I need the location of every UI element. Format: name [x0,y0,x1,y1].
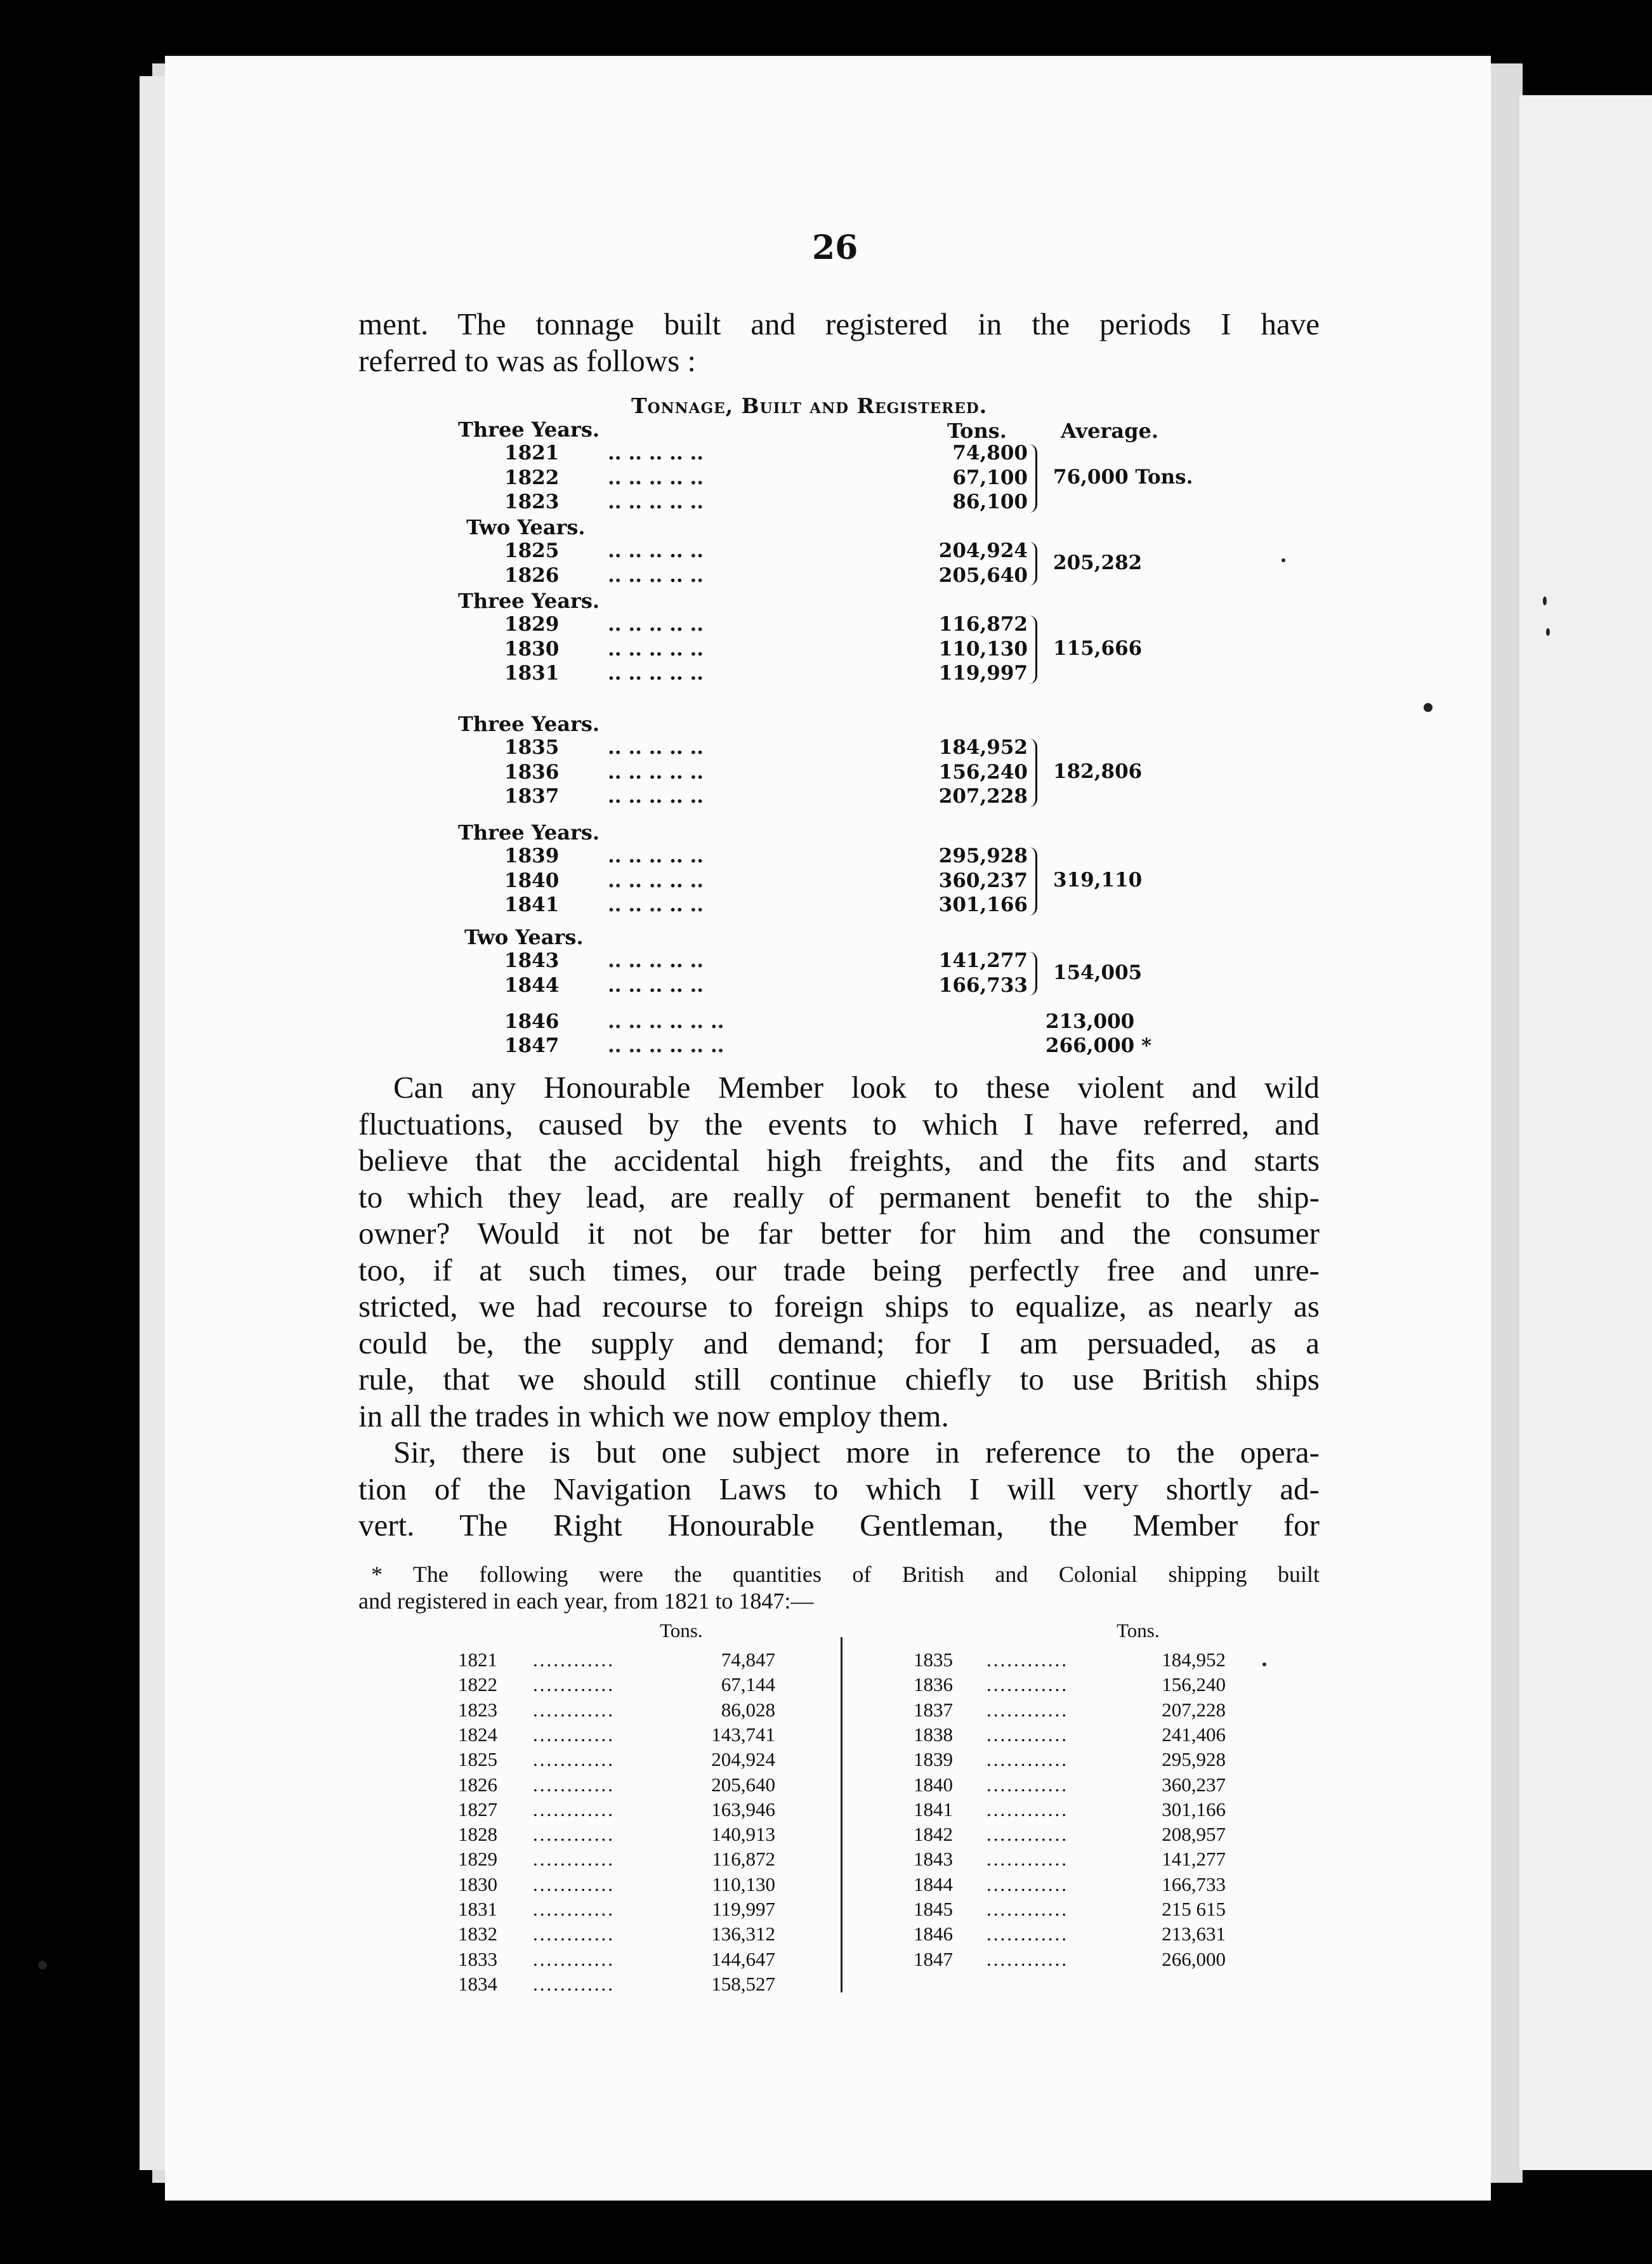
footnote-tons: 143,741 [711,1723,775,1746]
leader-dots: ............ [533,1923,615,1945]
leader-dots: .. .. .. .. .. [608,563,704,587]
tons-column-header: Tons. [947,419,1007,443]
row-year: 1835 [504,736,560,759]
scan-speck [1546,628,1550,636]
footnote-tons: 295,928 [1162,1748,1226,1771]
page-number: 26 [812,228,858,267]
leader-dots: .. .. .. .. .. [608,442,704,464]
leader-dots: ............ [987,1723,1068,1746]
footnote-year: 1836 [914,1673,953,1696]
footnote-year: 1840 [914,1773,953,1796]
row-tons: 110,130 [938,637,1028,661]
row-year: 1839 [504,845,560,867]
row-tons: 166,733 [938,973,1028,997]
single-value: 266,000 * [1046,1034,1152,1057]
leader-dots: ............ [533,1972,615,1995]
leader-dots: ............ [987,1798,1068,1820]
row-tons: 116,872 [938,613,1028,636]
leader-dots: ............ [987,1898,1068,1920]
paragraph-line: to which they lead, are really of permanent benefit to the ship- [358,1179,1320,1214]
footnote-year: 1823 [458,1698,497,1721]
paragraph-line: Can any Honourable Member look to these violent and wild [393,1070,1320,1105]
leader-dots: ............ [987,1698,1068,1721]
footnote-year: 1839 [914,1748,953,1771]
row-year: 1822 [504,466,560,489]
footnote-tons: 74,847 [721,1649,775,1671]
paragraph-line: vert. The Right Honourable Gentleman, the Member for [358,1508,1320,1543]
footnote-year: 1827 [458,1798,497,1820]
leader-dots: .. .. .. .. .. .. [608,1034,724,1057]
body-paragraph-1 [358,1069,1320,1434]
table-title: Tonnage, Built and Registered. [631,393,988,418]
row-tons: 360,237 [938,869,1028,892]
leader-dots: .. .. .. .. .. [608,637,704,661]
intro-line: referred to was as follows : [358,343,697,378]
group-brace [1029,739,1037,807]
footnote-year: 1828 [458,1823,497,1846]
intro-paragraph [358,306,1320,379]
row-year: 1823 [504,490,560,513]
leader-dots: ............ [533,1848,615,1871]
footnote-line: and registered in each year, from 1821 to 1847:— [358,1588,814,1614]
leader-dots: ............ [987,1649,1068,1671]
footnote-tons: 213,631 [1162,1923,1226,1945]
row-tons: 204,924 [938,539,1028,562]
row-year: 1821 [504,442,560,464]
leader-dots: ............ [533,1947,615,1970]
leader-dots: ............ [987,1947,1068,1970]
facing-page [1519,95,1652,2170]
row-tons: 207,228 [938,785,1028,808]
footnote-line: * The following were the quantities of British and Colonial shipping built [371,1562,1320,1587]
leader-dots: ............ [533,1798,615,1820]
group-average: 154,005 [1053,961,1143,984]
paragraph-line: fluctuations, caused by the events to which I have referred, and [358,1106,1320,1142]
footnote-year: 1829 [458,1848,497,1871]
scan-speck [1282,558,1285,562]
footnote-intro [358,1561,1320,1614]
footnote-tons: 144,647 [711,1947,775,1970]
row-year: 1825 [504,539,560,562]
body-paragraph-2 [358,1434,1320,1544]
scan-speck [38,1961,47,1970]
footnote-year: 1825 [458,1748,497,1771]
group-brace [1029,542,1037,586]
column-divider [841,1637,842,1992]
leader-dots: .. .. .. .. .. [608,539,704,562]
footnote-tons: 136,312 [711,1923,775,1945]
footnote-year: 1837 [914,1698,953,1721]
leader-dots: .. .. .. .. .. [608,949,704,972]
footnote-tons: 166,733 [1162,1872,1226,1895]
scan-speck [1262,1662,1266,1666]
group-brace [1029,444,1037,513]
footnote-tons: 163,946 [711,1798,775,1820]
row-year: 1831 [504,662,560,685]
row-tons: 156,240 [938,760,1028,784]
leader-dots: .. .. .. .. .. .. [608,1010,724,1033]
leader-dots: .. .. .. .. .. [608,736,704,759]
row-year: 1829 [504,613,560,636]
paragraph-line: in all the trades in which we now employ them. [358,1398,949,1433]
row-tons: 205,640 [938,563,1028,587]
leader-dots: .. .. .. .. .. [608,893,704,916]
footnote-year: 1841 [914,1798,953,1820]
group-average: 319,110 [1053,868,1143,892]
footnote-year: 1832 [458,1923,497,1945]
row-tons: 141,277 [938,949,1028,972]
leader-dots: .. .. .. .. .. [608,760,704,784]
leader-dots: ............ [533,1872,615,1895]
footnote-tons: 266,000 [1162,1947,1226,1970]
footnote-year: 1846 [914,1923,953,1945]
footnote-tons: 301,166 [1162,1798,1226,1820]
leader-dots: ............ [987,1823,1068,1846]
row-tons: 301,166 [938,893,1028,916]
leader-dots: .. .. .. .. .. [608,869,704,892]
footnote-year: 1833 [458,1947,497,1970]
footnote-year: 1835 [914,1649,953,1671]
footnote-tons: 86,028 [721,1698,775,1721]
paragraph-line: could be, the supply and demand; for I am persuaded, as a [358,1325,1320,1360]
row-year: 1841 [504,893,560,916]
leader-dots: ............ [533,1773,615,1796]
footnote-year: 1830 [458,1872,497,1895]
row-year: 1847 [504,1034,560,1057]
row-tons: 74,800 [952,442,1028,464]
group-heading: Three Years. [458,820,600,845]
leader-dots: ............ [987,1848,1068,1871]
paragraph-line: believe that the accidental high freights, and the fits and starts [358,1143,1320,1178]
footnote-year: 1843 [914,1848,953,1871]
footnote-tons-header-left: Tons. [660,1619,703,1642]
group-brace [1029,952,1037,996]
scan-speck [1424,703,1432,712]
leader-dots: .. .. .. .. .. [608,785,704,808]
group-brace [1029,615,1037,684]
intro-line: ment. The tonnage built and registered in the periods I have [358,306,1320,341]
scan-speck [1543,596,1547,605]
footnote-tons: 207,228 [1162,1698,1226,1721]
row-year: 1830 [504,637,560,661]
group-heading: Three Years. [458,589,600,613]
footnote-year: 1838 [914,1723,953,1746]
footnote-tons: 141,277 [1162,1848,1226,1871]
group-average: 182,806 [1053,760,1143,783]
row-year: 1826 [504,563,560,587]
row-tons: 86,100 [952,490,1028,513]
footnote-year: 1821 [458,1649,497,1671]
leader-dots: ............ [987,1872,1068,1895]
footnote-tons: 208,957 [1162,1823,1226,1846]
leader-dots: .. .. .. .. .. [608,490,704,513]
row-year: 1844 [504,973,560,997]
leader-dots: .. .. .. .. .. [608,466,704,489]
leader-dots: ............ [533,1898,615,1920]
leader-dots: ............ [533,1649,615,1671]
row-year: 1846 [504,1010,560,1033]
leader-dots: .. .. .. .. .. [608,973,704,997]
footnote-year: 1844 [914,1872,953,1895]
single-value: 213,000 [1046,1010,1135,1033]
footnote-tons: 205,640 [711,1773,775,1796]
leader-dots: ............ [533,1698,615,1721]
group-average: 115,666 [1053,636,1143,660]
leader-dots: ............ [533,1723,615,1746]
footnote-tons: 119,997 [712,1898,775,1920]
footnote-year: 1822 [458,1673,497,1696]
paragraph-line: too, if at such times, our trade being perfectly free and unre- [358,1252,1320,1287]
footnote-tons: 156,240 [1162,1673,1226,1696]
leader-dots: ............ [987,1748,1068,1771]
footnote-tons: 241,406 [1162,1723,1226,1746]
paragraph-line: stricted, we had recourse to foreign ships to equalize, as nearly as [358,1289,1320,1324]
group-brace [1029,847,1037,916]
footnote-year: 1845 [914,1898,953,1920]
footnote-year: 1824 [458,1723,497,1746]
row-year: 1836 [504,760,560,784]
leader-dots: ............ [987,1923,1068,1945]
footnote-tons: 67,144 [721,1673,775,1696]
group-heading: Two Years. [464,925,584,949]
footnote-tons: 116,872 [712,1848,775,1871]
footnote-year: 1847 [914,1947,953,1970]
footnote-tons: 140,913 [711,1823,775,1846]
leader-dots: .. .. .. .. .. [608,662,704,685]
group-average: 76,000 Tons. [1053,465,1193,489]
leader-dots: ............ [987,1773,1068,1796]
paragraph-line: owner? Would it not be far better for him and the consumer [358,1216,1320,1251]
footnote-tons-header-right: Tons. [1117,1619,1160,1642]
footnote-tons: 215 615 [1162,1898,1226,1920]
row-tons: 184,952 [938,736,1028,759]
row-tons: 295,928 [938,845,1028,867]
paragraph-line: rule, that we should still continue chiefly to use British ships [358,1362,1320,1397]
footnote-year: 1834 [458,1972,497,1995]
footnote-year: 1826 [458,1773,497,1796]
footnote-tons: 204,924 [711,1748,775,1771]
leader-dots: ............ [533,1673,615,1696]
footnote-year: 1842 [914,1823,953,1846]
leader-dots: ............ [533,1748,615,1771]
leader-dots: .. .. .. .. .. [608,845,704,867]
leader-dots: ............ [987,1673,1068,1696]
leader-dots: .. .. .. .. .. [608,613,704,636]
paragraph-line: Sir, there is but one subject more in reference to the opera- [393,1435,1320,1470]
row-year: 1843 [504,949,560,972]
footnote-tons: 110,130 [712,1872,775,1895]
paragraph-line: tion of the Navigation Laws to which I will very shortly ad- [358,1471,1320,1506]
group-heading: Two Years. [466,515,586,539]
leader-dots: ............ [533,1823,615,1846]
average-column-header: Average. [1061,419,1158,443]
group-heading: Three Years. [458,712,600,736]
row-tons: 67,100 [952,466,1028,489]
row-tons: 119,997 [938,662,1028,685]
group-heading: Three Years. [458,418,600,442]
footnote-tons: 184,952 [1162,1649,1226,1671]
footnote-tons: 158,527 [711,1972,775,1995]
group-average: 205,282 [1053,551,1143,574]
footnote-tons: 360,237 [1162,1773,1226,1796]
footnote-year: 1831 [458,1898,497,1920]
row-year: 1837 [504,785,560,808]
row-year: 1840 [504,869,560,892]
